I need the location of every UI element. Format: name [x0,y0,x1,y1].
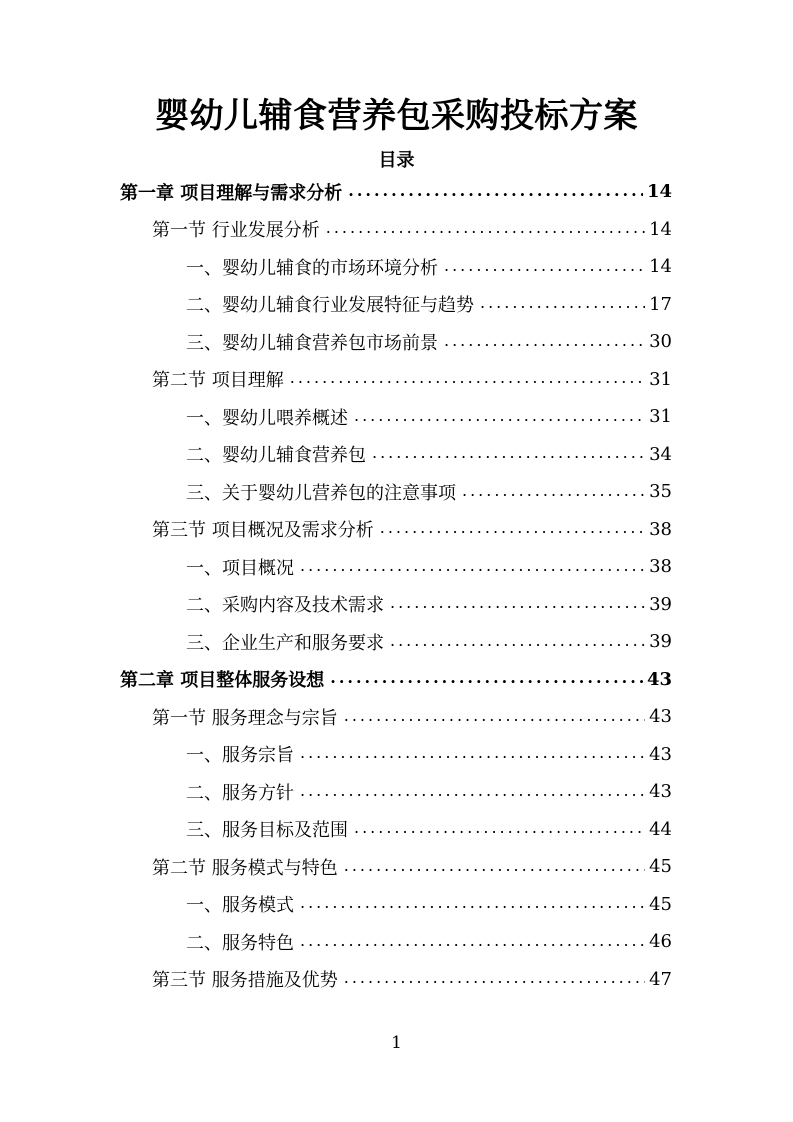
toc-entry[interactable] [186,548,672,585]
toc-leader-dots [462,483,645,501]
toc-leader-dots [354,408,645,426]
toc-heading: 目录 [378,150,415,171]
toc-entry[interactable] [186,248,672,285]
toc-entry[interactable] [186,736,672,773]
toc-entry[interactable] [186,811,672,848]
toc-entry-title: 第一节 服务理念与宗旨 [152,707,338,729]
toc-leader-dots [300,558,645,576]
toc-entry-page: 31 [649,406,672,427]
toc-leader-dots [480,295,645,313]
toc-entry[interactable] [186,586,672,623]
page-number: 1 [391,1033,402,1053]
toc-leader-dots [354,820,645,838]
toc-entry-title: 第一节 行业发展分析 [152,220,320,241]
toc-entry[interactable] [186,286,672,323]
toc-leader-dots [344,708,645,726]
toc-entry-title: 一、婴幼儿辅食的市场环境分析 [186,257,438,279]
toc-leader-dots [300,745,645,763]
document-title: 婴幼儿辅食营养包采购投标方案 [155,96,638,136]
toc-entry-title: 第二节 项目理解 [152,370,284,391]
toc-entry-page: 39 [649,593,672,615]
toc-entry-title: 第二章 项目整体服务设想 [120,670,325,691]
toc-entry-page: 34 [649,443,672,465]
toc-leader-dots [444,333,645,351]
toc-entry-page: 38 [649,518,672,540]
toc-entry[interactable] [186,398,672,435]
toc-entry-page: 43 [649,743,672,765]
toc-entry-title: 第二节 服务模式与特色 [152,857,338,879]
toc-leader-dots [390,595,645,613]
toc-leader-dots [300,933,645,951]
toc-entry-page: 43 [649,781,672,802]
toc-leader-dots [300,783,645,801]
toc-entry-title: 一、项目概况 [186,557,294,579]
toc-entry[interactable] [186,623,672,660]
toc-entry[interactable] [152,961,672,998]
toc-entry[interactable] [186,886,672,923]
toc-leader-dots [290,370,645,388]
toc-entry[interactable] [186,923,672,960]
toc-entry-title: 一、服务宗旨 [186,745,294,766]
toc-entry-page: 14 [649,256,672,277]
toc-entry-title: 第一章 项目理解与需求分析 [120,182,343,204]
toc-leader-dots [344,970,645,988]
toc-entry-page: 35 [649,481,672,502]
toc-entry-page: 44 [649,818,672,840]
toc-leader-dots [300,895,645,913]
toc-entry-title: 第三节 服务措施及优势 [152,970,338,991]
toc-leader-dots [326,220,645,238]
toc-leader-dots [344,858,645,876]
toc-entry-page: 14 [649,218,672,240]
toc-entry[interactable] [152,211,672,248]
toc-entry-page: 46 [649,931,672,952]
toc-entry-page: 47 [649,968,672,990]
toc-entry-page: 43 [649,706,672,727]
toc-entry-title: 一、服务模式 [186,895,294,916]
toc-entry[interactable] [152,848,672,885]
toc-entry-title: 三、服务目标及范围 [186,820,348,841]
toc-entry-page: 45 [649,856,672,877]
toc-entry[interactable] [186,773,672,810]
toc-entry[interactable] [152,511,672,548]
toc-entry-page: 31 [649,368,672,390]
toc-entry-title: 三、企业生产和服务要求 [186,632,384,654]
toc-entry-title: 第三节 项目概况及需求分析 [152,520,374,541]
toc-entry-page: 45 [649,893,672,915]
toc-leader-dots [390,633,645,651]
toc-entry[interactable] [120,173,672,210]
toc-entry-title: 二、服务方针 [186,782,294,804]
toc-entry-title: 二、婴幼儿辅食行业发展特征与趋势 [186,295,474,316]
toc-leader-dots [444,258,645,276]
toc-entry-title: 三、婴幼儿辅食营养包市场前景 [186,332,438,354]
toc-leader-dots [348,183,643,201]
toc-entry-page: 30 [649,331,672,352]
toc-entry-page: 43 [646,668,672,690]
toc-entry[interactable] [152,361,672,398]
toc-entry-title: 二、服务特色 [186,932,294,954]
toc-entry-page: 39 [649,631,672,652]
toc-entry[interactable] [186,436,672,473]
toc-entry[interactable] [120,661,672,698]
toc-entry-page: 38 [649,556,672,577]
toc-entry[interactable] [152,698,672,735]
toc-entry[interactable] [186,323,672,360]
toc-entry-title: 一、婴幼儿喂养概述 [186,407,348,429]
toc-leader-dots [380,520,645,538]
toc-entry-title: 二、婴幼儿辅食营养包 [186,445,366,466]
toc-entry-page: 17 [649,293,672,315]
toc-leader-dots [330,670,643,688]
toc-entry[interactable] [186,473,672,510]
toc-entry-title: 三、关于婴幼儿营养包的注意事项 [186,482,456,504]
toc-leader-dots [372,445,645,463]
toc-entry-title: 二、采购内容及技术需求 [186,595,384,616]
toc-entry-page: 14 [646,181,672,202]
